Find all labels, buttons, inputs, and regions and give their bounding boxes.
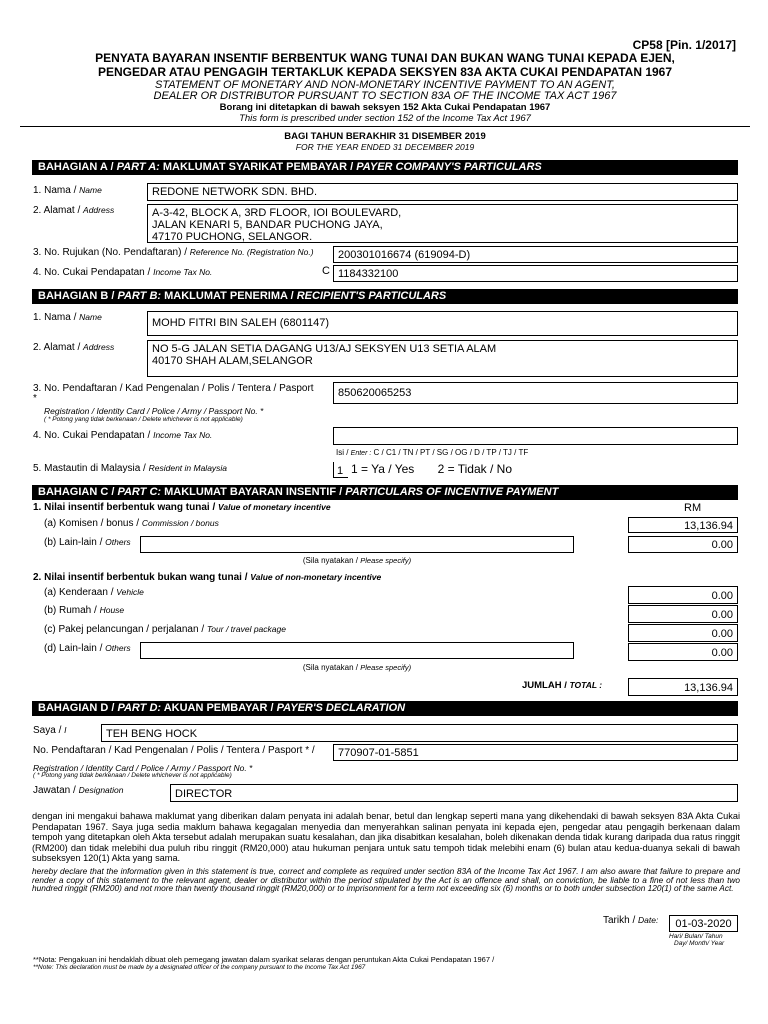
payer-reference-label: 3. No. Rujukan (No. Pendaftaran) / Reference No. (Registration No.)	[33, 247, 314, 258]
payer-address-field[interactable]: A-3-42, BLOCK A, 3RD FLOOR, IOI BOULEVARD, JALAN KENARI 5, BANDAR PUCHONG JAYA, 47170 PUCHONG, SELANGOR.	[147, 204, 738, 243]
others-description-field[interactable]	[140, 536, 574, 553]
year-malay: BAGI TAHUN BERAKHIR 31 DISEMBER 2019	[284, 131, 486, 142]
recipient-name-label: 1. Nama / Name	[33, 312, 102, 323]
prescribed-malay: Borang ini ditetapkan di bawah seksyen 152 Akta Cukai Pendapatan 1967	[219, 102, 551, 113]
recipient-address-field[interactable]: NO 5-G JALAN SETIA DAGANG U13/AJ SEKSYEN U13 SETIA ALAM 40170 SHAH ALAM,SELANGOR	[147, 340, 738, 377]
others2-label: (d) Lain-lain / Others	[44, 643, 131, 654]
others2-specify-hint: (Sila nyatakan / Please specify)	[302, 663, 412, 672]
recipient-address-label: 2. Alamat / Address	[33, 342, 115, 353]
nonmonetary-title: 2. Nilai insentif berbentuk bukan wang tunai / Value of non-monetary incentive	[33, 572, 382, 583]
title-english-line2: DEALER OR DISTRIBUTOR PURSUANT TO SECTION 83A OF THE INCOME TAX ACT 1967	[153, 90, 617, 102]
title-malay-line1: PENYATA BAYARAN INSENTIF BERBENTUK WANG TUNAI DAN BUKAN WANG TUNAI KEPADA EJEN,	[95, 51, 675, 65]
total-label: JUMLAH / TOTAL :	[522, 680, 603, 691]
others-label: (b) Lain-lain / Others	[44, 537, 131, 548]
recipient-tax-hint: Isi / Enter : C / C1 / TN / PT / SG / OG / D / TP / TJ / TF	[336, 448, 529, 457]
others-specify-hint: (Sila nyatakan / Please specify)	[302, 556, 412, 565]
currency-label: RM	[684, 502, 702, 514]
footer-note-malay: **Nota: Pengakuan ini hendaklah dibuat oleh pemegang jawatan dalam syarikat selaras dengan peruntukan Akta Cukai Pendapatan 1967 /	[33, 955, 495, 964]
part-d-header: BAHAGIAN D / PART D: AKUAN PEMBAYAR / PAYER'S DECLARATION	[32, 701, 738, 716]
declaration-english: hereby declare that the information given in this statement is true, correct and complete as required under section 83A of the Income Tax Act 1967. I am also aware that failure to prepare and render a copy of this statement to the relevant agent, dealer or distributor within the period stipulated by the Act is an offence and shall, on conviction, be liable to a fine of not less than two hundred ringgit (RM200) and not more than twenty thousand ringgit (RM20,000) or to imprisonment for a term not exceeding six (6) months or to both under subsection 120(1) of the same Act.	[32, 866, 740, 894]
part-a-header: BAHAGIAN A / PART A: MAKLUMAT SYARIKAT PEMBAYAR / PAYER COMPANY'S PARTICULARS	[32, 160, 738, 175]
resident-options: 1 = Ya / Yes 2 = Tidak / No	[351, 462, 512, 476]
designation-label: Jawatan / Designation	[33, 785, 124, 796]
declarant-name-label: Saya / I	[33, 725, 67, 736]
date-format-malay: Hari/ Bulan/ Tahun	[669, 933, 723, 940]
designation-field[interactable]: DIRECTOR	[170, 784, 738, 802]
declarant-registration-note: ( * Potong yang tidak berkenaan / Delete whichever is not applicable)	[33, 772, 232, 779]
payer-address-label: 2. Alamat / Address	[33, 205, 115, 216]
title-english-line1: STATEMENT OF MONETARY AND NON-MONETARY INCENTIVE PAYMENT TO AN AGENT,	[154, 79, 615, 91]
recipient-name-field[interactable]: MOHD FITRI BIN SALEH (6801147)	[147, 311, 738, 336]
recipient-registration-field[interactable]: 850620065253	[333, 382, 738, 404]
recipient-tax-label: 4. No. Cukai Pendapatan / Income Tax No.	[33, 430, 213, 441]
title-malay-line2: PENGEDAR ATAU PENGAGIH TERTAKLUK KEPADA SEKSYEN 83A AKTA CUKAI PENDAPATAN 1967	[97, 65, 673, 79]
header-divider	[20, 126, 750, 127]
recipient-registration-star: *	[33, 393, 37, 404]
part-b-header: BAHAGIAN B / PART B: MAKLUMAT PENERIMA / RECIPIENT'S PARTICULARS	[32, 289, 738, 304]
recipient-tax-field[interactable]	[333, 427, 738, 445]
declaration-malay: dengan ini mengakui bahawa maklumat yang diberikan dalam penyata ini adalah benar, betul dan lengkap seperti mana yang dikehendaki di bawah seksyen 83A Akta Cukai Pendapatan 1967. Saya juga sedia maklum bahawa kegagalan menyedia dan menyerahkan salinan penyata ini kepada ejen, pengedar atau pengagih berkenaan dalam tempoh yang ditetapkan oleh Akta tersebut adalah merupakan suatu kesalahan, dan jika disabitkan kesalahan, boleh dikenakan denda tidak kurang daripada dua ratus ringgit (RM200) dan tidak melebihi dua puluh ribu ringgit (RM20,000) atau hukuman penjara untuk satu tempoh tidak melebihi enam (6) bulan atau kedua-duanya sekali di bawah subseksyen 120(1) Akta yang sama.	[32, 811, 740, 864]
payer-tax-prefix: C	[322, 265, 330, 277]
payer-tax-field[interactable]: 1184332100	[333, 265, 738, 282]
house-value-field[interactable]: 0.00	[628, 605, 738, 623]
resident-label: 5. Mastautin di Malaysia / Resident in Malaysia	[33, 463, 228, 474]
declarant-registration-english: Registration / Identity Card / Police / Army / Passport No. *	[33, 763, 253, 773]
payer-tax-label: 4. No. Cukai Pendapatan / Income Tax No.	[33, 267, 213, 278]
total-value-field[interactable]: 13,136.94	[628, 678, 738, 696]
date-field[interactable]: 01-03-2020	[669, 915, 738, 932]
payer-name-field[interactable]: REDONE NETWORK SDN. BHD.	[147, 183, 738, 201]
vehicle-label: (a) Kenderaan / Vehicle	[44, 587, 144, 598]
form-code: CP58 [Pin. 1/2017]	[632, 38, 736, 52]
payer-reference-field[interactable]: 200301016674 (619094-D)	[333, 246, 738, 263]
tour-value-field[interactable]: 0.00	[628, 624, 738, 642]
commission-label: (a) Komisen / bonus / Commission / bonus	[44, 518, 219, 529]
recipient-registration-english: Registration / Identity Card / Police / Army / Passport No. *	[44, 406, 264, 416]
declarant-registration-field[interactable]: 770907-01-5851	[333, 744, 738, 761]
date-format-english: Day/ Month/ Year	[674, 940, 725, 947]
year-english: FOR THE YEAR ENDED 31 DECEMBER 2019	[295, 142, 475, 152]
commission-value-field[interactable]: 13,136.94	[628, 517, 738, 533]
resident-field[interactable]: 1	[333, 462, 348, 478]
prescribed-english: This form is prescribed under section 152 of the Income Tax Act 1967	[239, 113, 531, 124]
tour-label: (c) Pakej pelancungan / perjalanan / Tour / travel package	[44, 624, 286, 635]
monetary-title: 1. Nilai insentif berbentuk wang tunai / Value of monetary incentive	[33, 502, 331, 513]
payer-name-label: 1. Nama / Name	[33, 185, 102, 196]
others2-description-field[interactable]	[140, 642, 574, 659]
recipient-registration-note: ( * Potong yang tidak berkenaan / Delete whichever is not applicable)	[44, 416, 243, 423]
declarant-name-field[interactable]: TEH BENG HOCK	[101, 724, 738, 742]
house-label: (b) Rumah / House	[44, 605, 125, 616]
date-label: Tarikh / Date:	[603, 915, 659, 926]
part-c-header: BAHAGIAN C / PART C: MAKLUMAT BAYARAN INSENTIF / PARTICULARS OF INCENTIVE PAYMENT	[32, 485, 738, 500]
others2-value-field[interactable]: 0.00	[628, 643, 738, 661]
footer-note-english: **Note: This declaration must be made by a designated officer of the company pursuant to the Income Tax Act 1967	[33, 964, 366, 971]
declarant-registration-label: No. Pendaftaran / Kad Pengenalan / Polis / Tentera / Pasport * /	[33, 745, 315, 756]
vehicle-value-field[interactable]: 0.00	[628, 586, 738, 604]
recipient-registration-label: 3. No. Pendaftaran / Kad Pengenalan / Polis / Tentera / Pasport	[33, 383, 314, 394]
others-value-field[interactable]: 0.00	[628, 536, 738, 553]
